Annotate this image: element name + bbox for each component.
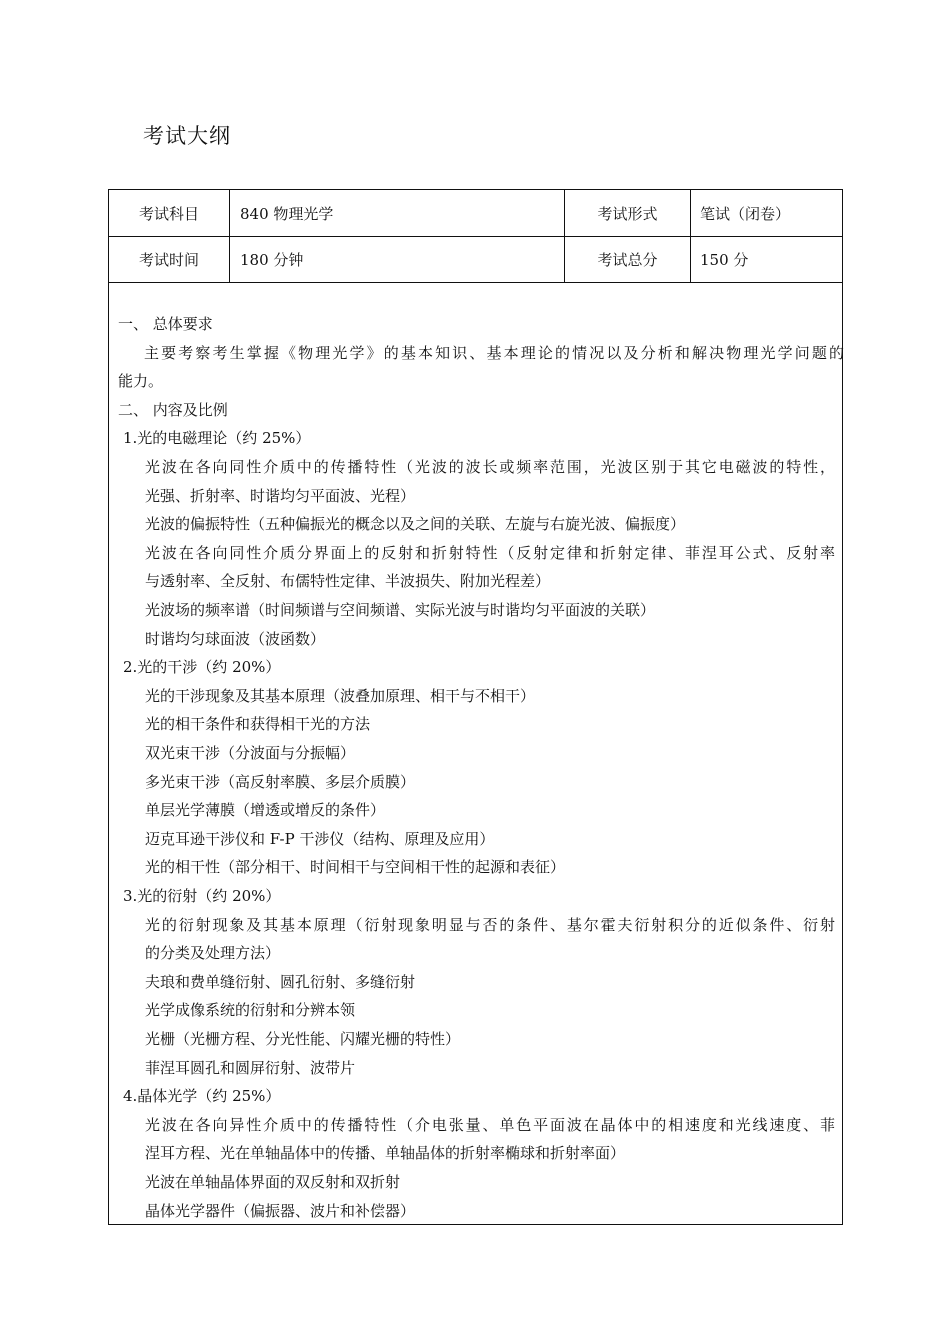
topic-item: 光波的偏振特性（五种偏振光的概念以及之间的关联、左旋与右旋光波、偏振度） (145, 515, 686, 534)
document-title: 考试大纲 (143, 124, 231, 148)
topic-item: 光的相干条件和获得相干光的方法 (145, 715, 371, 734)
topic-item: 光强、折射率、时谐均匀平面波、光程） (145, 486, 416, 505)
topic-item: 晶体光学器件（偏振器、波片和补偿器） (145, 1201, 416, 1220)
topic-item: 光波在各向同性介质中的传播特性（光波的波长或频率范围，光波区别于其它电磁波的特性， (145, 458, 835, 476)
score-label: 考试总分 (565, 237, 691, 282)
subject-label: 考试科目 (109, 190, 230, 236)
topic-item: 迈克耳逊干涉仪和 F-P 干涉仪（结构、原理及应用） (145, 829, 495, 848)
topic-item: 涅耳方程、光在单轴晶体中的传播、单轴晶体的折射率椭球和折射率面） (145, 1144, 626, 1163)
topic-item: 时谐均匀球面波（波函数） (145, 629, 326, 648)
form-label: 考试形式 (565, 190, 691, 236)
topic-item: 夫琅和费单缝衍射、圆孔衍射、多缝衍射 (145, 972, 416, 991)
topic-title: 4.晶体光学（约 25%） (123, 1087, 281, 1106)
section-heading-general: 一、 总体要求 (118, 315, 213, 333)
topic-title: 2.光的干涉（约 20%） (123, 658, 281, 677)
info-row-1 (109, 190, 842, 237)
topic-item: 多光束干涉（高反射率膜、多层介质膜） (145, 772, 416, 791)
topic-title: 1.光的电磁理论（约 25%） (123, 429, 311, 448)
score-value: 150 分 (700, 251, 749, 269)
topic-item: 菲涅耳圆孔和圆屏衍射、波带片 (145, 1058, 356, 1077)
exam-outline-table (108, 189, 843, 1225)
topic-item: 单层光学薄膜（增透或增反的条件） (145, 801, 386, 820)
time-label: 考试时间 (109, 237, 230, 282)
topic-item: 光学成像系统的衍射和分辨本领 (145, 1001, 356, 1020)
topic-item: 光栅（光栅方程、分光性能、闪耀光栅的特性） (145, 1030, 461, 1048)
topic-item: 与透射率、全反射、布儒特性定律、半波损失、附加光程差） (145, 572, 551, 591)
topic-item: 光波在各向同性介质分界面上的反射和折射特性（反射定律和折射定律、菲涅耳公式、反射率 (145, 543, 835, 562)
topic-item: 双光束干涉（分波面与分振幅） (145, 744, 356, 762)
topic-item: 光波在单轴晶体界面的双反射和双折射 (145, 1173, 401, 1191)
subject-value: 840 物理光学 (230, 190, 565, 236)
time-value: 180 分钟 (230, 237, 565, 282)
general-paragraph-line: 主要考察考生掌握《物理光学》的基本知识、基本理论的情况以及分析和解决物理光学问题的 (144, 343, 844, 362)
topic-item: 光的衍射现象及其基本原理（衍射现象明显与否的条件、基尔霍夫衍射积分的近似条件、衍射 (145, 915, 835, 934)
topic-item: 光波场的频率谱（时间频谱与空间频谱、实际光波与时谐均匀平面波的关联） (145, 601, 656, 619)
general-paragraph-line: 能力。 (118, 372, 164, 391)
info-row-2 (109, 237, 842, 283)
topic-item: 光的相干性（部分相干、时间相干与空间相干性的起源和表征） (145, 858, 566, 877)
form-value: 笔试（闭卷） (700, 204, 791, 223)
topic-item: 光波在各向异性介质中的传播特性（介电张量、单色平面波在晶体中的相速度和光线速度、菲 (145, 1115, 835, 1134)
topic-title: 3.光的衍射（约 20%） (123, 887, 281, 905)
section-heading-content: 二、 内容及比例 (118, 400, 228, 419)
topic-item: 光的干涉现象及其基本原理（波叠加原理、相干与不相干） (145, 686, 536, 705)
topic-item: 的分类及处理方法） (145, 944, 281, 963)
